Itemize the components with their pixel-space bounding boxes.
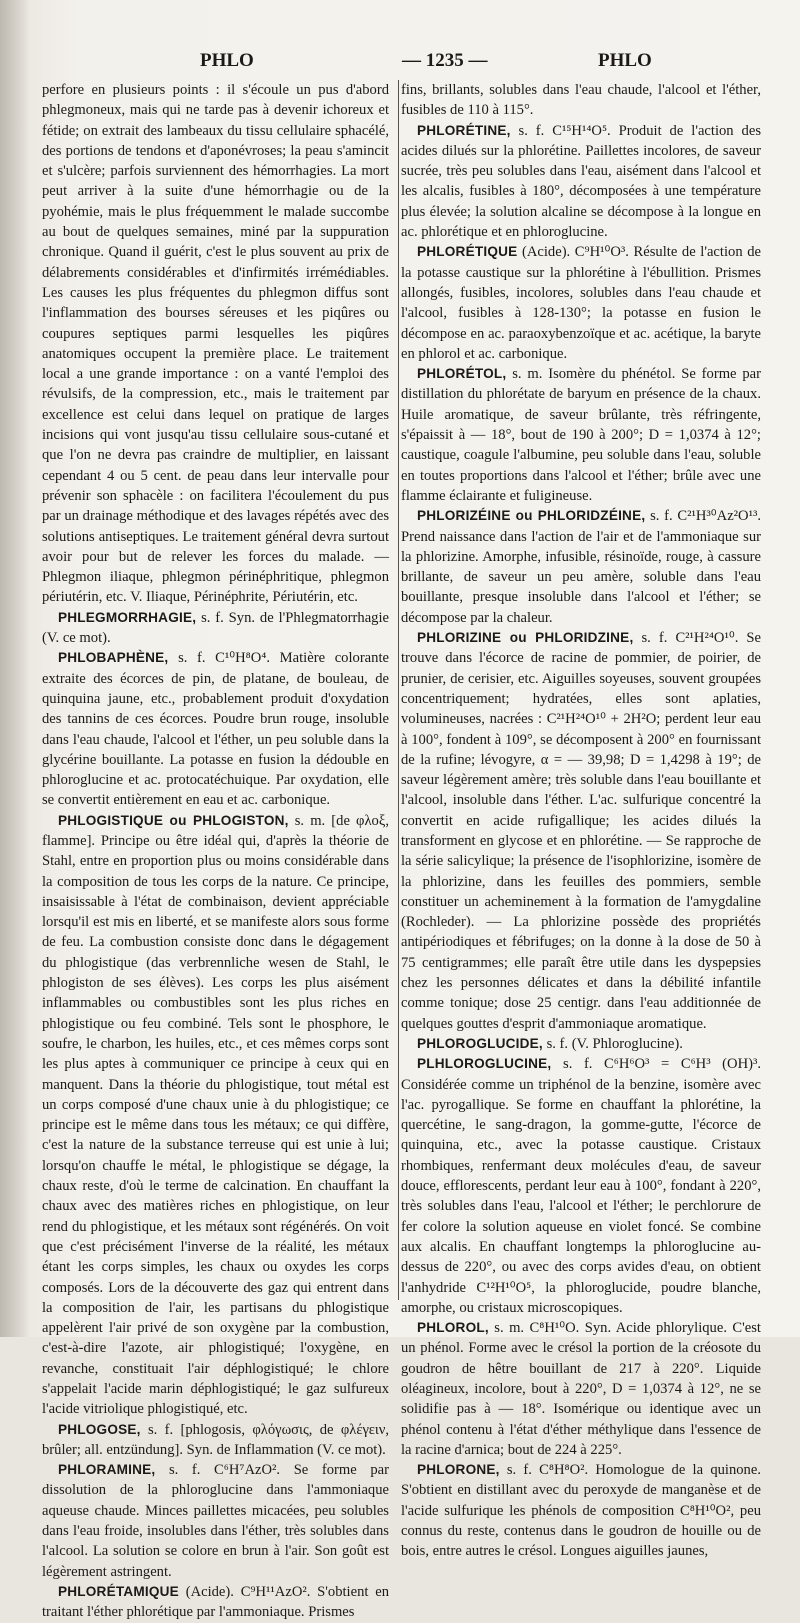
entry-definition: (Acide). C⁹H¹⁰O³. Résulte de l'action de la potasse caustique sur la phlorétine à l'ébullition. Prismes allongés, fusibles, incolores, solubles dans l'eau chaude et l'alcool, fusibles à 128-130°; la potasse en fusion le décompose en ac. paraoxybenzoïque et ac. acétique, la baryte en phlorol et ac. carbonique. bbox=[401, 244, 761, 362]
entry-headword: PHLORIZÉINE ou PHLORIDZÉINE, bbox=[417, 508, 646, 524]
entry-definition: s. f. (V. Phloroglucine). bbox=[546, 1035, 683, 1052]
entry-definition: s. f. C⁶H⁷AzO². Se forme par dissolution de la phloroglucine dans l'ammoniaque aqueuse chaude. Minces paillettes micacées, peu solubles dans l'eau froide, insolubles dans l'éther, très solubles dans l'alcool. La solution se colore en brun à l'air. Son goût est légèrement astringent. bbox=[42, 1462, 389, 1580]
entry-phloroglucide bbox=[401, 1034, 761, 1054]
header-right-guide-word: PHLO bbox=[598, 50, 652, 71]
entry-phloroglucine bbox=[401, 1054, 761, 1318]
entry-phlorol bbox=[401, 1318, 761, 1460]
entry-definition: s. f. C²¹H³⁰Az²O¹³. Prend naissance dans l'action de l'air et de l'ammoniaque sur la phlorizine. Amorphe, infusible, résinoïde, rouge, à cassure brillante, de saveur un peu amère, soluble dans l'eau bouillante, presque insoluble dans l'alcool et l'éther; se décompose par la chaleur. bbox=[401, 508, 761, 626]
entry-definition: s. m. Isomère du phénétol. Se forme par distillation du phlorétate de baryum en présence de la chaux. Huile aromatique, de saveur brûlante, très réfringente, s'épaissit à — 18°, bout de 190 à 200°; D = 1,0374 à 12°; caustique, coagule l'albumine, peu soluble dans l'eau, soluble en toutes proportions dans l'alcool et l'éther; brûle avec une flamme éclairante et fuligineuse. bbox=[401, 366, 761, 504]
header-left-guide-word: PHLO bbox=[200, 50, 254, 71]
right-column bbox=[401, 80, 761, 1560]
running-header bbox=[40, 50, 764, 80]
entry-headword: PHLOGOSE, bbox=[58, 1421, 141, 1437]
entry-headword: PHLOGISTIQUE ou PHLOGISTON, bbox=[58, 812, 289, 828]
entry-definition: s. f. C⁸H⁸O². Homologue de la quinone. S'obtient en distillant avec du peroxyde de manganèse et de l'acide sulfurique les phénols de composition C⁸H¹⁰O², peu connus du reste, contenus dans le goudron de houille ou de bois, entre autres le crésol. Longues aiguilles jaunes, bbox=[401, 1462, 761, 1560]
entry-definition: s. f. C¹⁰H⁸O⁴. Matière colorante extraite des écorces de pin, de platane, de bouleau, de quinquina jaune, etc., probablement produit d'oxydation des tannins de ces écorces. Poudre brun rouge, insoluble dans l'eau chaude, l'alcool et l'éther, un peu soluble dans la glycérine bouillante. La potasse en fusion la dédouble en phloroglucine et ac. protocatéchuique. Par oxydation, elle se convertit entièrement en eau et ac. carbonique. bbox=[42, 650, 389, 809]
entry-headword: PHLORÉTINE, bbox=[417, 122, 511, 138]
entry-phlorone bbox=[401, 1460, 761, 1561]
entry-headword: PHLORÉTOL, bbox=[417, 366, 507, 382]
entry-phloretine bbox=[401, 121, 761, 243]
entry-headword: PHLORONE, bbox=[417, 1462, 500, 1478]
entry-phlobaphene bbox=[42, 648, 389, 810]
entry-phloramine bbox=[42, 1460, 389, 1582]
entry-phlogistique bbox=[42, 811, 389, 1420]
continued-entry-text: perfore en plusieurs points : il s'écoule un pus d'abord phlegmoneux, mais qui ne tarde pas à devenir ichoreux et fétide; on extrait des lambeaux du tissu cellulaire sphacélé, des portions de tendons et d'aponévroses; la peau s'amincit et s'ulcère; parfois surviennent des hémorrhagies. La mort peut arriver à la suite d'une hémorrhagie ou de la pyohémie, mais le plus fréquemment le malade succombe au bout de quelques semaines, miné par la suppuration chronique. Quand il guérit, c'est le plus souvent au prix de délabrements considérables et d'infirmités irrémédiables. Les causes les plus fréquentes du phlegmon diffus sont l'inflammation des bourses séreuses et les piqûres ou coupures septiques parmi lesquelles les piqûres anatomiques occupent la première place. Le traitement local a une grande importance : on a vanté l'emploi des révulsifs, de la compression, etc., mais le traitement par excellence est celui dans lequel on pratique de larges incisions qui vont jusqu'au tissu cellulaire sous-cutané et que l'on ne devra pas craindre de multiplier, en laissant cependant 4 ou 5 cent. de peau dans leur intervalle pour prévenir son sphacèle : on facilitera l'écoulement du pus par un drainage méthodique et des lavages répétés avec des solutions antiseptiques. Le traitement général devra surtout avoir pour but de relever les forces du malade. — Phlegmon iliaque, phlegmon périnéphritique, phlegmon périutérin, etc. V. Iliaque, Périnéphrite, Périutérin, etc. bbox=[42, 82, 389, 606]
entry-phloretol bbox=[401, 364, 761, 506]
entry-phlorizeine bbox=[401, 506, 761, 628]
entry-headword: PHLORIZINE ou PHLORIDZINE, bbox=[417, 630, 634, 646]
entry-definition: s. f. C⁶H⁶O³ = C⁶H³ (OH)³. Considérée comme un triphénol de la benzine, isomère avec l'ac. pyrogallique. Se forme en chauffant la phlorétine, la quercétine, le sang-dragon, la gomme-gutte, l'écorce de quinquina, etc., avec la potasse caustique. Cristaux rhombiques, renfermant deux molécules d'eau, de saveur douce, efflorescents, perdant leur eau à 100°, fondant à 220°, très solubles dans l'eau, l'alcool et l'éther; le perchlorure de fer colore la solution aqueuse en violet foncé. Se combine aux alcalis. En chauffant longtemps la phloroglucine au-dessus de 220°, ou avec des corps avides d'eau, on obtient l'anhydride C¹²H¹⁰O⁵, la phloroglucide, poudre blanche, amorphe, ou cristaux microscopiques. bbox=[401, 1056, 761, 1316]
entry-headword: PHLOROGLUCIDE, bbox=[417, 1035, 543, 1051]
entry-definition: s. f. C¹⁵H¹⁴O⁵. Produit de l'action des acides dilués sur la phlorétine. Paillettes incolores, de saveur sucrée, très peu solubles dans l'eau, aisément dans l'alcool et les alcalis, fusibles à 180°, décomposées à une température plus élevée; la solution alcaline se décompose à la longue en ac. phlorétique et en phloroglucine. bbox=[401, 122, 761, 241]
entry-definition: s. m. [de φλοξ, flamme]. Principe ou être idéal qui, d'après la théorie de Stahl, entre en proportion plus ou moins considérable dans la composition de tous les corps de la nature. Ce principe, insaisissable à l'état de combinaison, devient appréciable lorsqu'il est mis en liberté, et se manifeste alors sous forme de feu. La combustion consiste donc dans le dégagement du phlogistique (das verbrennliche wesen de Stahl, le phlogiston de ses élèves). Les corps les plus aisément inflammables ou combustibles sont les plus riches en phlogistique ou feu combiné. Tels sont le phosphore, le soufre, le charbon, les huiles, etc., et ces mêmes corps sont les plus aptes à communiquer ce principe à ceux qui en manquent. Dans la théorie du phlogistique, tout métal est un corps composé d'une chaux unie à du phlogistique; ce principe est le même dans tous les métaux; ce qui diffère, c'est la nature de la substance terreuse qui est unie à lui; lorsqu'on chauffe le métal, le phlogistique se dégage, la chaux reste, d'où le terme de calcination. En chauffant la chaux avec des matières riches en phlogistique, on leur rend du phlogistique, et les métaux sont régénérés. On voit que c'est précisément l'inverse de la réalité, les métaux étant les corps simples, les chaux ou oxydes les corps composés. Lors de la découverte des gaz qui entrent dans la composition de l'air, les partisans du phlogistique appelèrent l'air privé de son oxygène par la combustion, c'est-à-dire l'azote, air phlogistiqué; l'oxygène, en revanche, constituait l'air déphlogistiqué; le chlore s'appelait l'acide marin déphlogistiqué; le gaz sulfureux l'acide vitriolique phlogistiqué, etc. bbox=[42, 812, 390, 1418]
entry-phlorizine bbox=[401, 628, 761, 1034]
column-divider bbox=[398, 80, 399, 1300]
entry-headword: PHLOROL, bbox=[417, 1320, 489, 1336]
continued-entry-text: fins, brillants, solubles dans l'eau chaude, l'alcool et l'éther, fusibles de 110 à 115°. bbox=[401, 82, 761, 119]
entry-phlogose bbox=[42, 1420, 389, 1461]
entry-headword: PHLOBAPHÈNE, bbox=[58, 650, 169, 666]
entry-definition: s. m. C⁸H¹⁰O. Syn. Acide phlorylique. C'est un phénol. Forme avec le crésol la portion de la créosote du goudron de hêtre bouillant de 217 à 220°. Liquide oléagineux, incolore, bout à 220°, D = 1,0374 à 12°, ne se solidifie pas à — 18°. Isomérique ou identique avec un phénol contenu à l'état d'éther méthylique dans l'essence de la racine d'arnica; bout de 224 à 225°. bbox=[401, 1320, 761, 1458]
left-column bbox=[42, 80, 390, 1621]
entry-headword: PHLEGMORRHAGIE, bbox=[58, 609, 197, 625]
entry-phloretique bbox=[401, 242, 761, 364]
entry-definition: s. f. Syn. de l'Phlegmatorrhagie (V. ce mot). bbox=[42, 609, 389, 647]
entry-phloretamique bbox=[42, 1582, 389, 1623]
entry-definition: (Acide). C⁹H¹¹AzO². S'obtient en traitant l'éther phlorétique par l'ammoniaque. Prismes bbox=[42, 1583, 389, 1621]
entry-headword: PHLORÉTAMIQUE bbox=[58, 1583, 179, 1599]
entry-definition: s. f. C²¹H²⁴O¹⁰. Se trouve dans l'écorce de racine de pommier, de poirier, de prunier, de cerisier, etc. Aiguilles soyeuses, souvent groupées concentriquement; hydratées, elles sont aplaties, volumineuses, nacrées : C²¹H²⁴O¹⁰ + 2H²O; perdent leur eau à 100°, fondent à 109°, se décomposent à 200° en fournissant de la rufine; lévogyre, α = — 39,98; D = 1,4298 à 19°; de saveur légèrement amère; très soluble dans l'eau bouillante et l'alcool, insoluble dans l'éther. L'ac. sulfurique concentré la convertit en acide rufigallique; les acides dilués la transforment en glycose et en phlorétine. — Se rapproche de la série salicylique; la présence de l'isophlorizine, isomère de la phlorizine, dans les feuilles des pommiers, semble constituer un acheminement à la formation de l'amygdaline (Rochleder). — La phlorizine possède des propriétés antipériodiques et fébrifuges; on la donne à la dose de 50 à 75 centigrammes; elle paraît être utile dans les dyspepsies chez les personnes délicates et dans la débilité infantile comme tonique; dose 25 centigr. dans l'eau additionnée de quelques gouttes d'esprit d'ammoniaque aromatique. bbox=[401, 630, 761, 1032]
entry-phlegmorrhagie bbox=[42, 608, 389, 649]
book-binding-shadow bbox=[0, 0, 30, 1337]
entry-headword: PHLORÉTIQUE bbox=[417, 244, 518, 260]
page-number: — 1235 — bbox=[402, 50, 488, 71]
entry-headword: PLHLOROGLUCINE, bbox=[417, 1056, 552, 1072]
entry-headword: PHLORAMINE, bbox=[58, 1462, 156, 1478]
entry-definition: s. f. [phlogosis, φλόγωσις, de φλέγειν, brûler; all. entzündung]. Syn. de Inflammation (V. ce mot). bbox=[42, 1421, 389, 1458]
